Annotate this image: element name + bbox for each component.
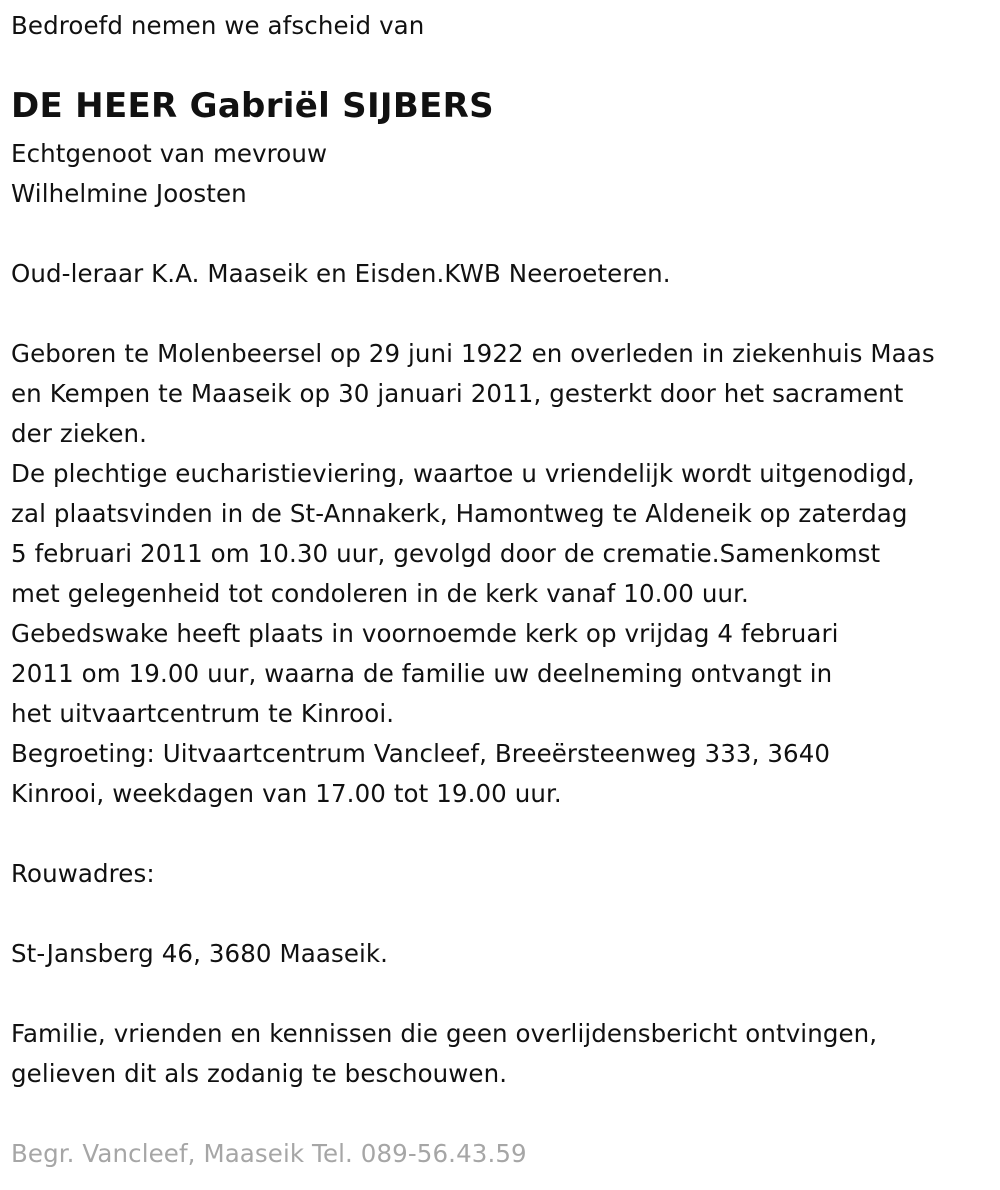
- body-line: zal plaatsvinden in de St-Annakerk, Hamontweg te Aldeneik op zaterdag: [11, 499, 908, 528]
- spouse-block: [11, 134, 327, 214]
- body-line: het uitvaartcentrum te Kinrooi.: [11, 699, 395, 728]
- address-label-block: [11, 854, 155, 894]
- deceased-name: DE HEER Gabriël SIJBERS: [11, 86, 494, 126]
- body-line: Geboren te Molenbeersel op 29 juni 1922 en overleden in ziekenhuis Maas: [11, 339, 935, 368]
- spouse-line: Echtgenoot van mevrouw: [11, 139, 328, 168]
- closing-line: Familie, vrienden en kennissen die geen overlijdensbericht ontvingen,: [11, 1019, 878, 1048]
- body-line: en Kempen te Maaseik op 30 januari 2011, gesterkt door het sacrament: [11, 379, 904, 408]
- closing-line: gelieven dit als zodanig te beschouwen.: [11, 1059, 508, 1088]
- address-label: Rouwadres:: [11, 859, 155, 888]
- notice-body: [11, 334, 935, 814]
- intro-text: Bedroefd nemen we afscheid van: [11, 11, 425, 40]
- closing-block: [11, 1014, 877, 1094]
- body-line: der zieken.: [11, 419, 148, 448]
- body-line: Begroeting: Uitvaartcentrum Vancleef, Breeërsteenweg 333, 3640: [11, 739, 831, 768]
- spouse-name: Wilhelmine Joosten: [11, 179, 247, 208]
- funeral-home-footer: Begr. Vancleef, Maaseik Tel. 089-56.43.59: [11, 1139, 527, 1168]
- occupation-block: [11, 254, 671, 294]
- body-line: Gebedswake heeft plaats in voornoemde kerk op vrijdag 4 februari: [11, 619, 839, 648]
- body-line: De plechtige eucharistieviering, waartoe u vriendelijk wordt uitgenodigd,: [11, 459, 915, 488]
- body-line: 5 februari 2011 om 10.30 uur, gevolgd door de crematie.Samenkomst: [11, 539, 881, 568]
- body-line: Kinrooi, weekdagen van 17.00 tot 19.00 uur.: [11, 779, 562, 808]
- occupation-text: Oud-leraar K.A. Maaseik en Eisden.KWB Neeroeteren.: [11, 259, 671, 288]
- body-line: 2011 om 19.00 uur, waarna de familie uw deelneming ontvangt in: [11, 659, 833, 688]
- body-line: met gelegenheid tot condoleren in de kerk vanaf 10.00 uur.: [11, 579, 749, 608]
- address-block: [11, 934, 388, 974]
- mourning-address: St-Jansberg 46, 3680 Maaseik.: [11, 939, 389, 968]
